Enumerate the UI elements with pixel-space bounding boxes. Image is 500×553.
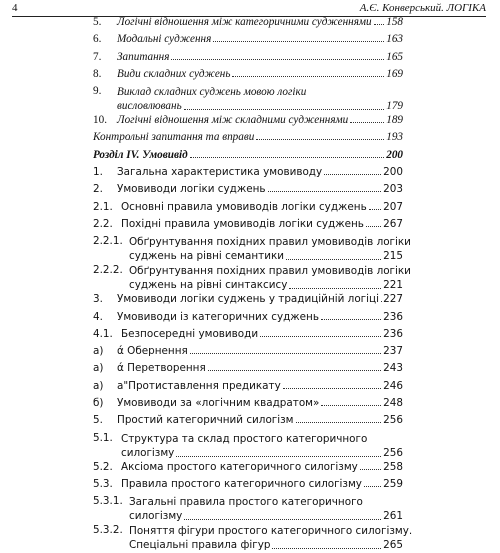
toc-entry-title: Загальна характеристика умовиводу — [117, 166, 322, 178]
toc-entry — [93, 114, 403, 131]
toc-entry-page: 193 — [386, 131, 403, 143]
toc-entry-number: 5.3. — [93, 478, 123, 490]
dot-leader — [272, 547, 381, 549]
toc-entry-title: Основні правила умовиводів логіки суджень — [121, 201, 367, 213]
toc-entry — [93, 432, 403, 461]
toc-entry-title: ά Перетворення — [117, 362, 206, 374]
toc-entry-number: 6. — [93, 33, 123, 45]
toc-entry — [93, 524, 403, 553]
toc-entry-title: суджень на рівні семантики — [129, 249, 284, 263]
toc-entry-title: Види складних суджень — [117, 68, 230, 80]
toc-entry-number: 2.2. — [93, 218, 123, 230]
toc-entry — [93, 328, 403, 345]
toc-entry — [93, 264, 403, 293]
toc-entry-number: 2. — [93, 183, 123, 195]
dot-leader — [256, 138, 384, 140]
toc-entry — [93, 85, 403, 114]
dot-leader — [208, 369, 381, 371]
toc-entry-page: 261 — [383, 509, 403, 523]
toc-entry — [93, 218, 403, 235]
toc-entry-title: Спеціальні правила фігур — [129, 538, 270, 552]
toc-entry-page: 258 — [383, 461, 403, 473]
toc-entry-page: 203 — [383, 183, 403, 195]
toc-entry — [93, 362, 403, 379]
dot-leader — [296, 421, 382, 423]
toc-entry-title: Простий категоричний силогізм — [117, 414, 294, 426]
toc-entry-page: 215 — [383, 249, 403, 263]
toc-entry-number: 4. — [93, 311, 123, 323]
page-number: 4 — [12, 2, 18, 14]
running-header — [12, 2, 486, 17]
dot-leader — [360, 468, 381, 470]
toc-entry-title: а"Протиставлення предикату — [117, 380, 281, 392]
dot-leader — [232, 75, 384, 77]
toc-entry-page: 207 — [383, 201, 403, 213]
toc-entry-title: суджень на рівні синтаксису — [129, 278, 287, 292]
toc-entry-title: Умовиводи логіки суджень — [117, 183, 266, 195]
toc-entry-page: 267 — [383, 218, 403, 230]
toc-entry-number: а) — [93, 345, 123, 357]
toc-entry-number: 8. — [93, 68, 123, 80]
toc-entry-title: силогізму — [129, 509, 182, 523]
toc-entry-title: Модальні судження — [117, 33, 211, 45]
dot-leader — [213, 40, 384, 42]
toc-entry-page: 259 — [383, 478, 403, 490]
dot-leader — [283, 387, 381, 389]
toc-entry — [93, 345, 403, 362]
dot-leader — [184, 108, 385, 110]
toc-entry-title: Аксіома простого категоричного силогізму — [121, 461, 358, 473]
toc-entry-page: 163 — [386, 33, 403, 45]
toc-entry-number: а) — [93, 380, 123, 392]
dot-leader — [366, 225, 381, 227]
toc-entry-number: 2.2.2. — [93, 264, 123, 276]
dot-leader — [190, 352, 381, 354]
toc-entry-page: 158 — [386, 16, 403, 28]
dot-leader — [350, 121, 384, 123]
toc-entry — [93, 293, 403, 310]
toc-entry-number: 5.3.1. — [93, 495, 123, 507]
dot-leader — [321, 404, 381, 406]
toc-entry-number: 9. — [93, 85, 123, 97]
toc-entry-page: 221 — [383, 278, 403, 292]
toc-entry-number: 3. — [93, 293, 123, 305]
toc-entry — [93, 414, 403, 431]
toc-entry-title: Поняття фігури простого категоричного силогізму. — [129, 524, 412, 538]
toc-entry-number: б) — [93, 397, 123, 409]
toc-entry — [93, 201, 403, 218]
toc-entry — [93, 16, 403, 33]
toc-entry-page: 179 — [386, 99, 403, 113]
toc-entry-title: Умовиводи за «логічним квадратом» — [117, 397, 319, 409]
toc-entry — [93, 478, 403, 495]
toc-entry-page: 256 — [383, 414, 403, 426]
dot-leader — [364, 485, 381, 487]
toc-entry-number: 5. — [93, 16, 123, 28]
toc-entry-title: Умовиводи логіки суджень у традиційній логіці — [117, 293, 379, 305]
toc-entry-page: 200 — [386, 149, 403, 161]
toc-entry-number: 10. — [93, 114, 123, 126]
toc-entry-title: Структура та склад простого категоричного — [121, 432, 367, 446]
dot-leader — [369, 208, 381, 210]
toc-entry-title: Запитання — [117, 51, 169, 63]
toc-entry — [93, 149, 403, 166]
toc-entry-page: 169 — [386, 68, 403, 80]
toc-entry — [93, 166, 403, 183]
dot-leader — [374, 23, 385, 25]
dot-leader — [268, 190, 382, 192]
dot-leader — [286, 258, 381, 260]
toc-entry-number: 1. — [93, 166, 123, 178]
toc-entry-title: Розділ IV. Умовивід — [93, 149, 188, 161]
toc-entry-page: 189 — [386, 114, 403, 126]
toc-entry-page: 237 — [383, 345, 403, 357]
toc-entry-page: 236 — [383, 328, 403, 340]
toc-entry — [93, 397, 403, 414]
toc-entry — [93, 51, 403, 68]
toc-entry — [93, 68, 403, 85]
toc-entry-title: Безпосередні умовиводи — [121, 328, 258, 340]
toc-entry-page: 256 — [383, 446, 403, 460]
toc-entry-title: Похідні правила умовиводів логіки суджень — [121, 218, 364, 230]
toc-entry-title: Обґрунтування похідних правил умовиводів логіки — [129, 264, 411, 278]
toc-entry-title: Логічні відношення між категоричними судженнями — [117, 16, 372, 28]
toc-entry-page: 200 — [383, 166, 403, 178]
toc-entry-title: Логічні відношення між складними судженнями — [117, 114, 348, 126]
toc-entry — [93, 183, 403, 200]
toc-entry — [93, 131, 403, 148]
toc-entry-title: Контрольні запитання та вправи — [93, 131, 254, 143]
toc-entry-number: 4.1. — [93, 328, 123, 340]
toc-entry-number: 2.1. — [93, 201, 123, 213]
toc-entry-number: 7. — [93, 51, 123, 63]
toc-entry — [93, 235, 403, 264]
toc-entry — [93, 33, 403, 50]
toc-entry — [93, 380, 403, 397]
toc-entry-title: Виклад складних суджень мовою логіки — [117, 85, 306, 99]
toc-entry-page: 246 — [383, 380, 403, 392]
toc-entry-number: 5. — [93, 414, 123, 426]
dot-leader — [289, 287, 381, 289]
dot-leader — [190, 156, 385, 158]
toc-entry — [93, 461, 403, 478]
toc-entry-page: 265 — [383, 538, 403, 552]
toc-entry-number: 5.1. — [93, 432, 123, 444]
dot-leader — [184, 518, 381, 520]
toc-entry-title: Загальні правила простого категоричного — [129, 495, 363, 509]
toc-entry — [93, 311, 403, 328]
toc-entry-page: 236 — [383, 311, 403, 323]
toc-entry-title: Обґрунтування похідних правил умовиводів логіки — [129, 235, 411, 249]
toc-entry-number: 2.2.1. — [93, 235, 123, 247]
toc-entry-page: 227 — [383, 293, 403, 305]
dot-leader — [260, 335, 381, 337]
running-title: А.Є. Конверський. ЛОГІКА — [360, 2, 486, 14]
toc-entry-number: 5.3.2. — [93, 524, 123, 536]
toc-entry-page: 248 — [383, 397, 403, 409]
dot-leader — [324, 173, 381, 175]
toc-entry-page: 165 — [386, 51, 403, 63]
dot-leader — [171, 58, 384, 60]
toc-entry-number: 5.2. — [93, 461, 123, 473]
dot-leader — [176, 455, 381, 457]
toc-entry-number: а) — [93, 362, 123, 374]
toc-entry-title: силогізму — [121, 446, 174, 460]
toc-entry-title: Правила простого категоричного силогізму — [121, 478, 362, 490]
toc-entry-page: 243 — [383, 362, 403, 374]
table-of-contents — [93, 16, 403, 553]
dot-leader — [321, 318, 381, 320]
toc-entry-title: висловлювань — [117, 99, 182, 113]
toc-entry-title: Умовиводи із категоричних суджень — [117, 311, 319, 323]
toc-entry-title: ά Обернення — [117, 345, 188, 357]
